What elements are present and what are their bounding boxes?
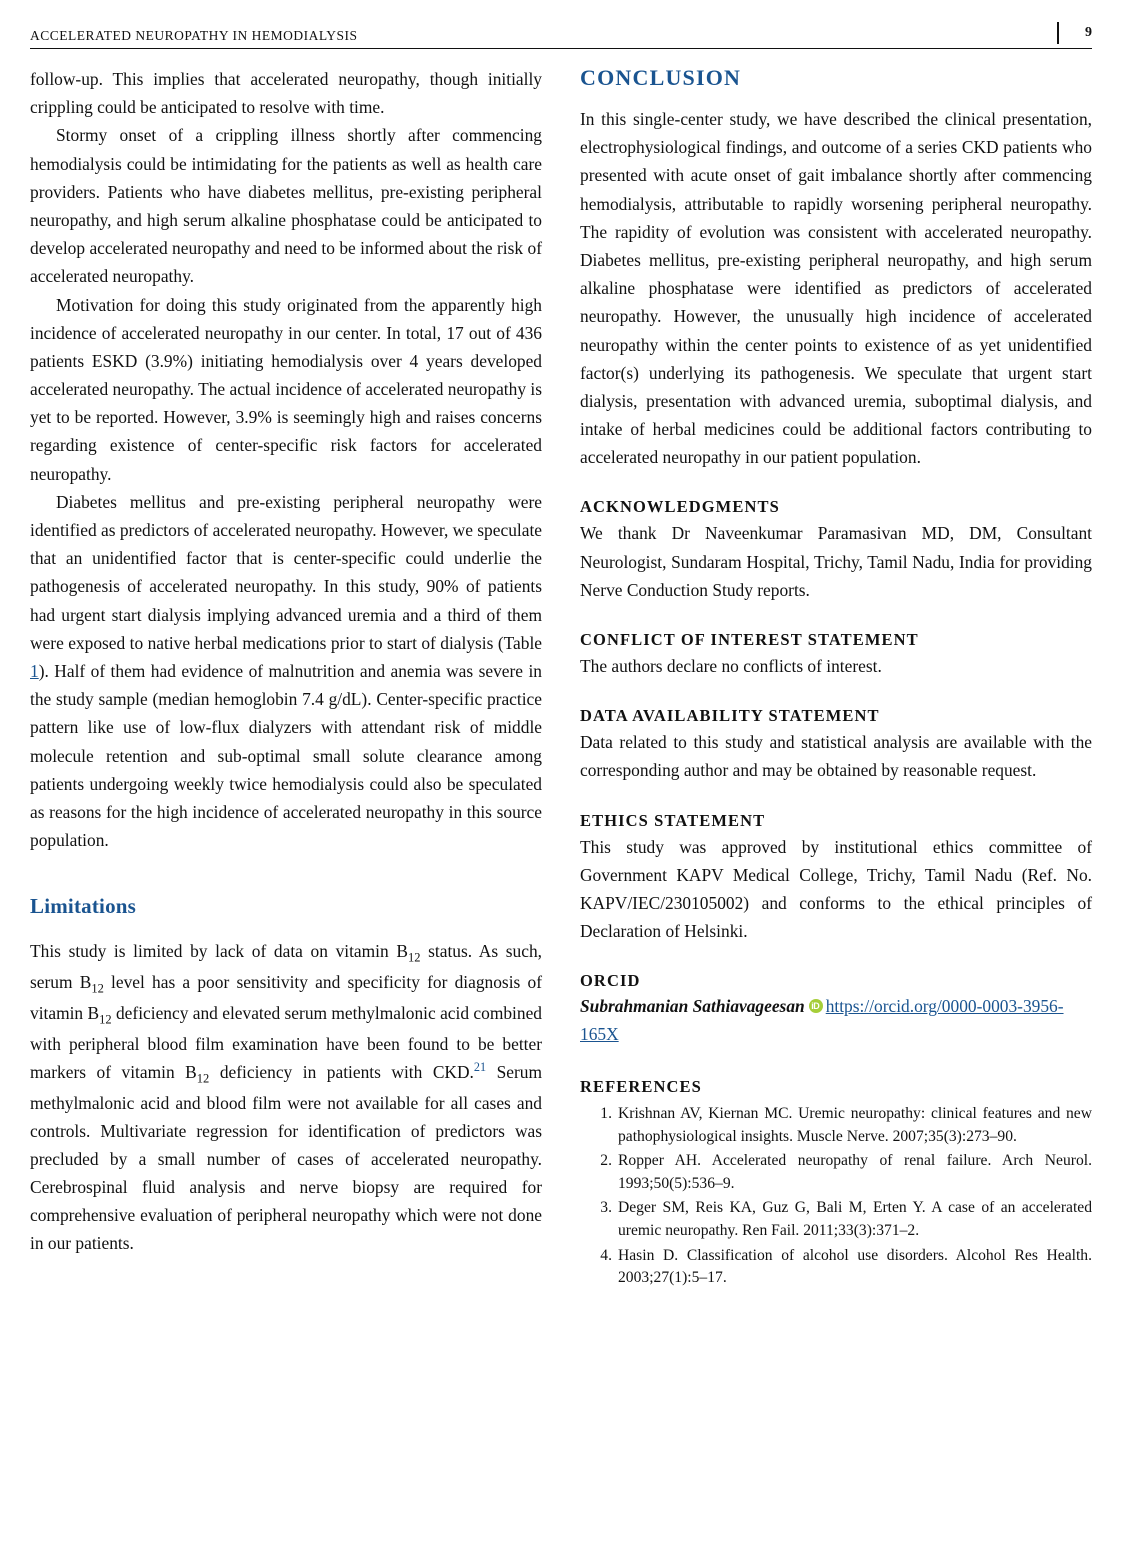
section-heading-conclusion: CONCLUSION xyxy=(580,65,742,90)
subscript: 12 xyxy=(91,981,104,996)
running-head-right xyxy=(1057,22,1092,44)
orcid-author-name: Subrahmanian Sathiavageesan xyxy=(580,996,805,1017)
conflict-paragraph: The authors declare no conflicts of interest. xyxy=(580,656,882,676)
page-number: 9 xyxy=(1085,25,1092,40)
section-heading-limitations: Limitations xyxy=(30,894,137,919)
orcid-id-icon xyxy=(809,999,823,1013)
acknowledgments-paragraph: We thank Dr Naveenkumar Paramasivan MD, DM, Consultant Neurologist, Sundaram Hospital, Trichy, Tamil Nadu, India for providing Nerve Conduction Study reports. xyxy=(580,523,1092,600)
right-column xyxy=(580,65,1092,1292)
conclusion-paragraph: In this single-center study, we have described the clinical presentation, electrophysiological findings, and outcome of a series CKD patients who presented with acute onset of gait imbalance shortly after commencing hemodialysis, attributable to rapidly worsening peripheral neuropathy. The rapidity of evolution was consistent with accelerated neuropathy. Diabetes mellitus, pre-existing peripheral neuropathy, and high serum alkaline phosphatase were identified as predictors of accelerated neuropathy. However, the unusually high incidence of accelerated neuropathy within the center points to existence of as yet unidentified factor(s) underlying its pathogenesis. We speculate that urgent start dialysis, presentation with advanced uremia, suboptimal dialysis, and intake of herbal medicines could be additional factors contributing to accelerated neuropathy in our patient population. xyxy=(580,109,1092,468)
limitations-paragraph xyxy=(30,937,542,1257)
limitations-text: This study is limited by lack of data on vitamin B xyxy=(30,941,408,962)
data-availability-paragraph: Data related to this study and statistical analysis are available with the corresponding author and may be obtained by reasonable request. xyxy=(580,732,1092,781)
paragraph-text: ). Half of them had evidence of malnutrition and anemia was severe in the study sample (median hemoglobin 7.4 g/dL). Center-specific practice pattern like use of low-flux dialyzers with attendant risk of middle molecule retention and sub-optimal small solute clearance among patients undergoing weekly twice hemodialysis could also be speculated as reasons for the high incidence of accelerated neuropathy in this source population. xyxy=(30,660,542,851)
paragraph: Stormy onset of a crippling illness shortly after commencing hemodialysis could be intimidating for the patients as well as health care providers. Patients who have diabetes mellitus, pre-existing peripheral neuropathy, and high serum alkaline phosphatase could be anticipated to develop accelerated neuropathy and need to be informed about the risk of accelerated neuropathy. xyxy=(30,125,542,287)
reference-item: Deger SM, Reis KA, Guz G, Bali M, Erten Y. A case of an accelerated uremic neuropathy. Ren Fail. 2011;33(3):371–2. xyxy=(618,1199,1092,1240)
table-1-link[interactable]: 1 xyxy=(30,660,39,681)
section-heading-ethics: ETHICS STATEMENT xyxy=(580,810,766,830)
paragraph: follow-up. This implies that accelerated neuropathy, though initially crippling could be anticipated to resolve with time. xyxy=(30,69,542,118)
section-heading-acknowledgments: ACKNOWLEDGMENTS xyxy=(580,497,780,517)
reference-item: Hasin D. Classification of alcohol use disorders. Alcohol Res Health. 2003;27(1):5–17. xyxy=(618,1246,1092,1287)
reference-item: Krishnan AV, Kiernan MC. Uremic neuropathy: clinical features and new pathophysiological insights. Muscle Nerve. 2007;35(3):273–90. xyxy=(618,1105,1092,1145)
running-head xyxy=(30,22,1092,49)
limitations-text: Serum methylmalonic acid and blood film were not available for all cases and controls. Multivariate regression for identification of predictors was precluded by a small number of cases of accelerated neuropathy. Cerebrospinal fluid analysis and nerve biopsy are required for comprehensive evaluation of peripheral neuropathy which were not done in our patients. xyxy=(30,1061,542,1254)
running-head-title: ACCELERATED NEUROPATHY IN HEMODIALYSIS xyxy=(30,28,358,43)
citation-link-21[interactable]: 21 xyxy=(473,1059,487,1074)
two-column-body xyxy=(30,65,1092,1292)
orcid-entry xyxy=(580,993,1092,1049)
limitations-text: deficiency in patients with CKD. xyxy=(209,1061,474,1082)
paragraph: Motivation for doing this study originated from the apparently high incidence of accelerated neuropathy in our center. In total, 17 out of 436 patients ESKD (3.9%) initiating hemodialysis over 4 years developed accelerated neuropathy. The actual incidence of accelerated neuropathy is yet to be reported. However, 3.9% is seemingly high and raises concerns regarding existence of center-specific risk factors for accelerated neuropathy. xyxy=(30,294,542,484)
left-column xyxy=(30,65,542,1292)
paragraph-with-table-link xyxy=(30,488,542,854)
subscript: 12 xyxy=(99,1012,112,1027)
reference-list xyxy=(580,1103,1092,1290)
running-head-divider xyxy=(1057,22,1059,44)
orcid-link[interactable]: https://orcid.org/0000-0003-3956-165X xyxy=(580,996,1064,1045)
section-heading-orcid: ORCID xyxy=(580,971,641,991)
subscript: 12 xyxy=(407,950,421,965)
ethics-paragraph: This study was approved by institutional ethics committee of Government KAPV Medical College, Trichy, Tamil Nadu (Ref. No. KAPV/IEC/230105002) and conforms to the ethical principles of Declaration of Helsinki. xyxy=(580,836,1092,942)
subscript: 12 xyxy=(196,1071,210,1086)
section-heading-data-availability: DATA AVAILABILITY STATEMENT xyxy=(580,706,880,726)
section-heading-conflict-of-interest: CONFLICT OF INTEREST STATEMENT xyxy=(580,630,919,649)
limitations-text: deficiency and elevated serum methylmalonic acid combined with peripheral blood film examination have been found to be better markers of vitamin B xyxy=(30,1002,542,1082)
limitations-text: status. As such, serum B xyxy=(30,941,542,993)
paragraph-text: Diabetes mellitus and pre-existing peripheral neuropathy were identified as predictors of accelerated neuropathy. However, we speculate that an unidentified factor that is center-specific could underlie the pathogenesis of accelerated neuropathy. In this study, 90% of patients had urgent start dialysis implying advanced uremia and a third of them were exposed to native herbal medications prior to start of dialysis (Table xyxy=(30,491,542,653)
reference-item: Ropper AH. Accelerated neuropathy of renal failure. Arch Neurol. 1993;50(5):536–9. xyxy=(618,1152,1092,1192)
limitations-text: level has a poor sensitivity and specificity for diagnosis of vitamin B xyxy=(30,972,542,1023)
section-heading-references: REFERENCES xyxy=(580,1077,702,1096)
